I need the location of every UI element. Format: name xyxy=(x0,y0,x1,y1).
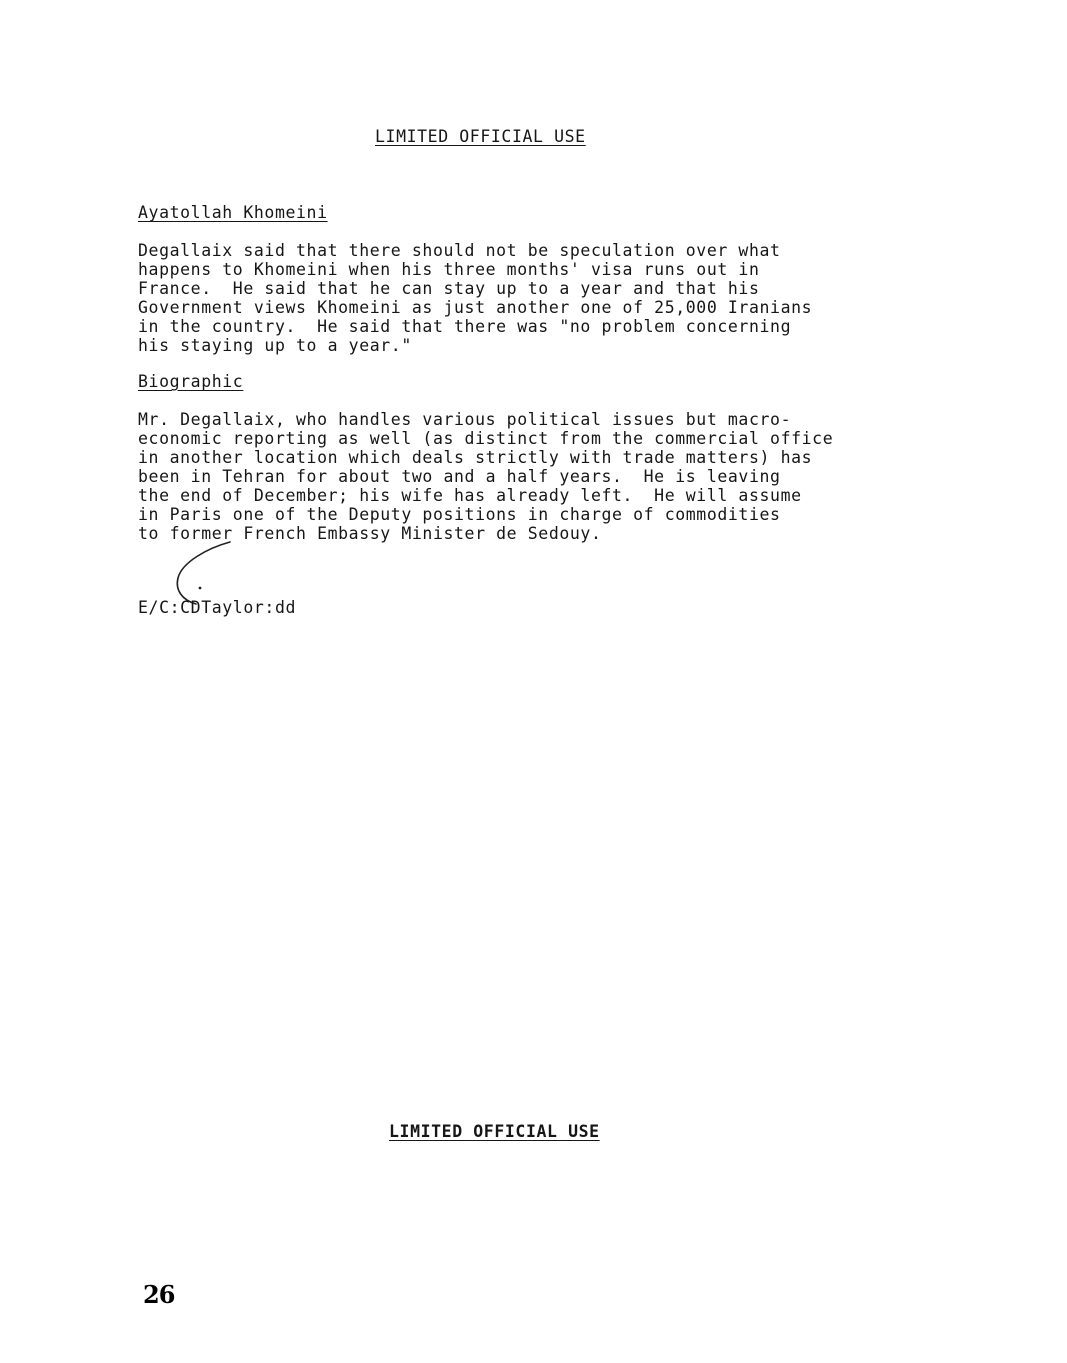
paragraph-line: his staying up to a year." xyxy=(138,336,412,355)
section-heading-khomeini: Ayatollah Khomeini xyxy=(138,203,328,222)
paragraph-biographic xyxy=(138,410,898,543)
paragraph-line: economic reporting as well (as distinct from the commercial office xyxy=(138,429,834,448)
paragraph-line: happens to Khomeini when his three months' visa runs out in xyxy=(138,260,760,279)
section-heading-biographic: Biographic xyxy=(138,372,244,391)
classification-header: LIMITED OFFICIAL USE xyxy=(375,127,586,146)
drafter-line: E/C:CDTaylor:dd xyxy=(138,598,297,617)
paragraph-line: Mr. Degallaix, who handles various political issues but macro- xyxy=(138,410,792,429)
page-number: 26 xyxy=(143,1280,175,1309)
paragraph-line: Government views Khomeini as just another one of 25,000 Iranians xyxy=(138,298,813,317)
paragraph-line: the end of December; his wife has already left. He will assume xyxy=(138,486,802,505)
paragraph-line: France. He said that he can stay up to a year and that his xyxy=(138,279,760,298)
paragraph-line: been in Tehran for about two and a half years. He is leaving xyxy=(138,467,781,486)
paragraph-line: Degallaix said that there should not be speculation over what xyxy=(138,241,781,260)
classification-footer: LIMITED OFFICIAL USE xyxy=(389,1122,600,1141)
paragraph-khomeini xyxy=(138,241,898,355)
paragraph-line: in Paris one of the Deputy positions in charge of commodities xyxy=(138,505,781,524)
paragraph-line: in the country. He said that there was "no problem concerning xyxy=(138,317,792,336)
paragraph-line: to former French Embassy Minister de Sedouy. xyxy=(138,524,602,543)
paragraph-line: in another location which deals strictly with trade matters) has xyxy=(138,448,813,467)
